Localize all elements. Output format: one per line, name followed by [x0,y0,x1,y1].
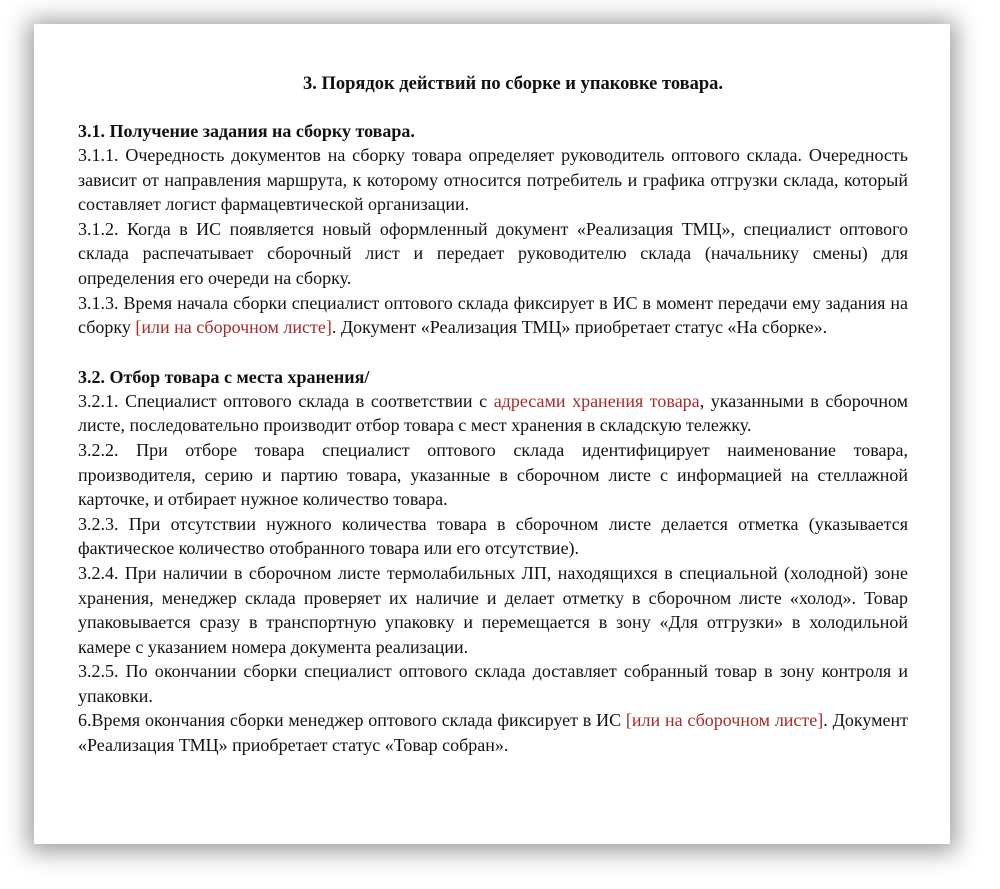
paragraph-6-text-start: 6.Время окончания сборки менеджер оптового склада фиксирует в ИС [78,710,626,731]
paragraph-3-1-3-text-end: . Документ «Реализация ТМЦ» приобретает статус «На сборке». [331,317,828,338]
paragraph-3-2-2: 3.2.2. При отборе товара специалист оптового склада идентифицирует наименование товара, производителя, серию и партию товара, указанные в сборочном листе с информацией на стеллажной карточке, и отбирает нужное количество товара. [78,439,908,510]
section-spacer [78,340,908,365]
paragraph-6 [78,708,908,757]
paragraph-3-2-1-text-end: , указанными в сборочном листе, последовательно производит отбор товара с мест хранения в складскую тележку. [78,390,908,436]
paragraph-3-1-1: 3.1.1. Очередность документов на сборку товара определяет руководитель оптового склада. Очередность зависит от направления маршрута, к которому относится потребитель и графика отгрузки склада, который составляет логист фармацевтической организации. [78,145,908,215]
paragraph-3-2-1-text-start: 3.2.1. Специалист оптового склада в соответствии с [78,390,494,411]
paragraph-3-1-2: 3.1.2. Когда в ИС появляется новый оформленный документ «Реализация ТМЦ», специалист оптового склада распечатывает сборочный лист и передает руководителю склада (начальнику смены) для определения его очереди на сборку. [78,218,908,288]
paragraph-3-1-3 [78,291,908,340]
document-title: 3. Порядок действий по сборке и упаковке товара. [302,74,724,94]
paragraph-3-2-1-highlight: адресами хранения товара [493,390,700,411]
section-heading-3-2: 3.2. Отбор товара с места хранения/ [78,366,370,387]
paragraph-3-2-5: 3.2.5. По окончании сборки специалист оптового склада доставляет собранный товар в зону контроля и упаковки. [78,661,908,706]
paragraph-3-2-4: 3.2.4. При наличии в сборочном листе термолабильных ЛП, находящихся в специальной (холодной) зоне хранения, менеджер склада проверяет их наличие и делает отметку в сборочном листе «холод». Товар упаковывается сразу в транспортную упаковку и перемещается в зону «Для отгрузки» в холодильной камере с указанием номера документа реализации. [78,562,908,657]
paragraph-3-1-3-highlight: [или на сборочном листе] [135,317,332,338]
paragraph-6-highlight: [или на сборочном листе] [625,710,824,731]
paragraph-3-1-3-text-start: 3.1.3. Время начала сборки специалист оптового склада фиксирует в ИС в момент передачи ему задания на сборку [78,292,908,338]
document-page [34,24,950,844]
section-heading-3-1: 3.1. Получение задания на сборку товара. [78,121,415,141]
paragraph-3-2-1 [78,389,908,438]
paragraph-3-2-3: 3.2.3. При отсутствии нужного количества товара в сборочном листе делается отметка (указывается фактическое количество отобранного товара или его отсутствие). [78,513,908,559]
paragraph-6-text-end: . Документ «Реализация ТМЦ» приобретает статус «Товар собран». [78,710,909,756]
